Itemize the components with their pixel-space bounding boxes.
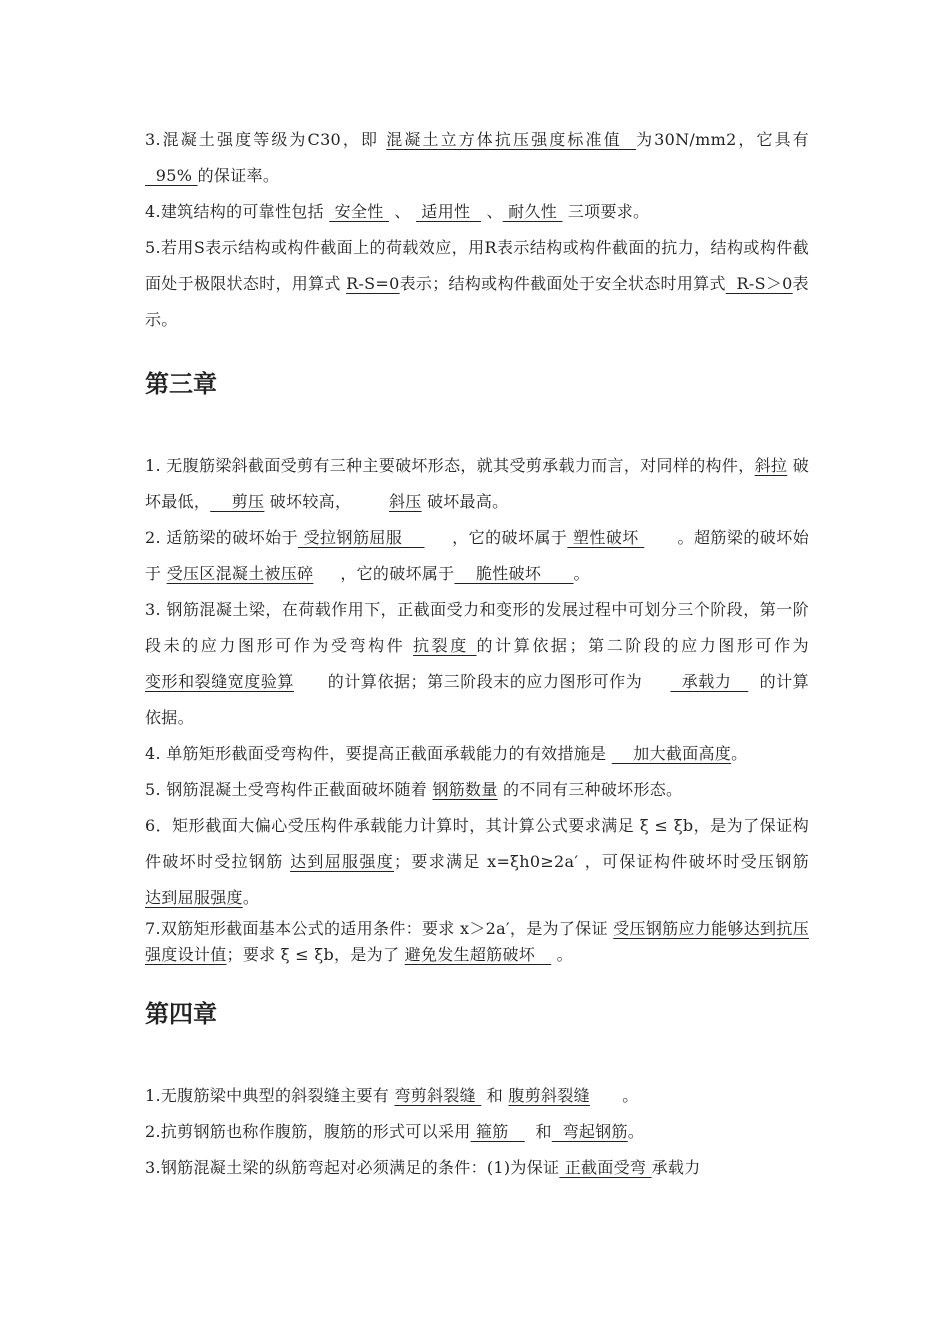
- answer-blank: 斜压: [388, 492, 422, 511]
- answer-blank: 剪压: [210, 492, 265, 511]
- text: 破坏最低，: [145, 456, 809, 511]
- text: 1.无腹筋梁中典型的斜裂缝主要有: [145, 1086, 395, 1105]
- text: 3.混凝土强度等级为C30，即: [145, 130, 387, 149]
- question-3-6: [145, 808, 809, 916]
- text: 5. 钢筋混凝土受弯构件正截面破坏随着: [145, 780, 433, 799]
- text: 3.钢筋混凝土梁的纵筋弯起对必须满足的条件：(1)为保证: [145, 1158, 560, 1177]
- text: 。: [731, 744, 748, 763]
- answer-blank: R-S＞0: [725, 274, 793, 293]
- answer-blank: 腹剪斜裂缝: [508, 1086, 590, 1105]
- question-4-3: [145, 1150, 809, 1186]
- answer-blank: 混凝土立方体抗压强度标准值: [386, 130, 637, 149]
- answer-blank: 95%: [145, 166, 198, 185]
- question-3-4: [145, 736, 809, 772]
- answer-blank: 脆性破坏: [454, 564, 574, 583]
- text: 。: [551, 945, 573, 964]
- text: 2. 适筋梁的破坏始于: [145, 528, 299, 547]
- text: 的计算依据；第三阶段末的应力图形可作为: [293, 672, 671, 691]
- text: 4.建筑结构的可靠性包括: [145, 202, 330, 221]
- question-2-5: [145, 230, 809, 338]
- text: 。超筋梁的破坏始于: [145, 528, 810, 583]
- question-3-7: [145, 916, 809, 968]
- text: ，它的破坏属于: [313, 564, 455, 583]
- text: 破坏较高，: [264, 492, 389, 511]
- text: 。: [573, 564, 590, 583]
- text: 4. 单筋矩形截面受弯构件，要提高正截面承载能力的有效措施是: [145, 744, 612, 763]
- document-page: [145, 122, 809, 1186]
- answer-blank: 正截面受弯: [559, 1158, 652, 1177]
- question-4-1: [145, 1078, 809, 1114]
- question-3-3: [145, 592, 809, 736]
- answer-blank: 弯起钢筋: [551, 1122, 628, 1141]
- text: 为30N/mm2，它具有: [636, 130, 809, 149]
- text: 3. 钢筋混凝土梁，在荷载作用下，正截面受力和变形的发展过程中可划分三个阶段，第一阶段未的应力图形可作为受弯构件: [145, 600, 809, 655]
- question-3-5: [145, 772, 809, 808]
- answer-blank: 钢筋数量: [432, 780, 498, 799]
- text: 的保证率。: [197, 166, 280, 185]
- answer-blank: 受压区混凝土被压碎: [166, 564, 314, 583]
- question-3-1: [145, 448, 809, 520]
- text: 5.若用S表示结构或构件截面上的荷载效应，用R表示结构或构件截面的抗力，结构或构件截面处于极限状态时，用算式: [145, 238, 809, 293]
- chapter-3-title: 第三章: [145, 370, 217, 398]
- answer-blank: 斜拉: [754, 456, 788, 475]
- answer-blank: 抗裂度: [413, 636, 477, 655]
- answer-blank: 箍筋: [470, 1122, 525, 1141]
- answer-blank: R-S=0: [346, 274, 400, 293]
- question-2-4: [145, 194, 809, 230]
- text: 表示；结构或构件截面处于安全状态时用算式: [399, 274, 726, 293]
- answer-blank: 耐久性: [502, 202, 563, 221]
- text: 和: [481, 1086, 509, 1105]
- text: 的计算依据；第二阶段的应力图形可作为: [476, 636, 809, 655]
- answer-blank: 达到屈服强度: [145, 888, 243, 907]
- answer-blank: 变形和裂缝宽度验算: [145, 672, 294, 691]
- answer-blank: 避免发生超筋破坏: [404, 945, 552, 964]
- text: 。: [242, 888, 260, 907]
- text: 7.双筋矩形截面基本公式的适用条件：要求 x＞2a′，是为了保证: [145, 919, 614, 938]
- text: 。: [627, 1122, 645, 1141]
- text: 、: [388, 202, 417, 221]
- answer-blank: 加大截面高度: [611, 744, 732, 763]
- answer-blank: 承载力: [670, 672, 749, 691]
- text: 表示。: [145, 274, 809, 329]
- text: ；要求满足 x=ξh0≥2a′ ，可保证构件破坏时受压钢筋: [394, 852, 809, 871]
- text: 的计算依据。: [145, 672, 809, 727]
- text: 。: [589, 1086, 639, 1105]
- text: 、: [481, 202, 503, 221]
- answer-blank: 受拉钢筋屈服: [298, 528, 425, 547]
- text: ；要求 ξ ≤ ξb，是为了: [226, 945, 405, 964]
- text: 三项要求。: [562, 202, 650, 221]
- answer-blank: 适用性: [416, 202, 482, 221]
- text: 破坏最高。: [421, 492, 509, 511]
- chapter-4-title: 第四章: [145, 1000, 217, 1028]
- answer-blank: 安全性: [329, 202, 389, 221]
- answer-blank: 受压钢筋应力能够达到抗压强度设计值: [145, 919, 809, 964]
- text: 2.抗剪钢筋也称作腹筋，腹筋的形式可以采用: [145, 1122, 471, 1141]
- question-3-2: [145, 520, 809, 592]
- answer-blank: 弯剪斜裂缝: [394, 1086, 482, 1105]
- question-4-2: [145, 1114, 809, 1150]
- answer-blank: 达到屈服强度: [290, 852, 395, 871]
- text: 的不同有三种破坏形态。: [497, 780, 683, 799]
- text: 1. 无腹筋梁斜截面受剪有三种主要破坏形态，就其受剪承载力而言，对同样的构件，: [145, 456, 755, 475]
- question-2-3: [145, 122, 809, 194]
- text: ，它的破坏属于: [424, 528, 568, 547]
- text: 承载力: [651, 1158, 701, 1177]
- text: 6．矩形截面大偏心受压构件承载能力计算时，其计算公式要求满足 ξ ≤ ξb，是为了保证构件破坏时受拉钢筋: [145, 816, 809, 871]
- text: 和: [524, 1122, 552, 1141]
- answer-blank: 塑性破坏: [567, 528, 645, 547]
